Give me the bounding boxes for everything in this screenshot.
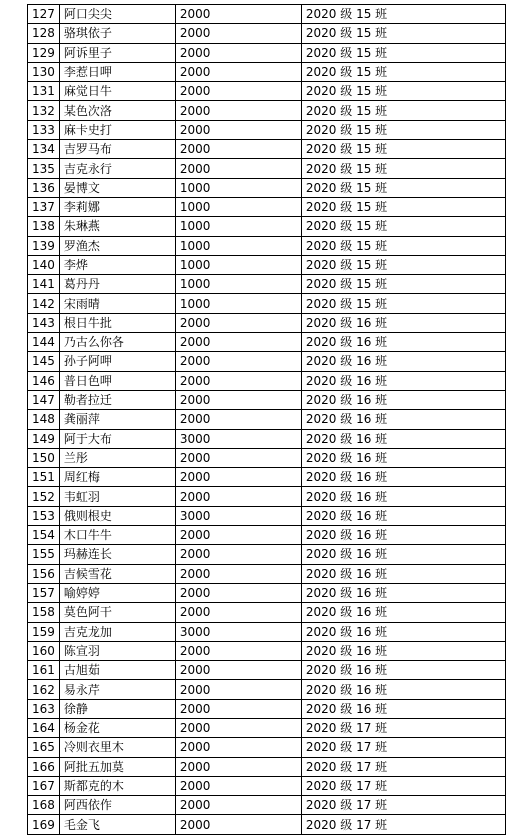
student-name-cell: 冷则衣里木 (59, 738, 175, 757)
student-name-cell: 韦虹羽 (59, 487, 175, 506)
amount-cell: 2000 (175, 333, 301, 352)
row-number-cell: 137 (28, 197, 60, 216)
class-cell: 2020 级 16 班 (301, 680, 505, 699)
row-number-cell: 151 (28, 468, 60, 487)
row-number-cell: 134 (28, 140, 60, 159)
amount-cell: 3000 (175, 429, 301, 448)
table-row (28, 352, 506, 371)
student-name-cell: 阿批五加莫 (59, 757, 175, 776)
table-row (28, 82, 506, 101)
amount-cell: 2000 (175, 410, 301, 429)
row-number-cell: 139 (28, 236, 60, 255)
amount-cell: 3000 (175, 506, 301, 525)
row-number-cell: 143 (28, 313, 60, 332)
table-row (28, 796, 506, 815)
amount-cell: 2000 (175, 815, 301, 834)
row-number-cell: 129 (28, 43, 60, 62)
table-row (28, 487, 506, 506)
student-name-cell: 喻婷婷 (59, 583, 175, 602)
row-number-cell: 153 (28, 506, 60, 525)
row-number-cell: 146 (28, 371, 60, 390)
student-name-cell: 孙子阿呷 (59, 352, 175, 371)
class-cell: 2020 级 15 班 (301, 294, 505, 313)
amount-cell: 2000 (175, 718, 301, 737)
amount-cell: 2000 (175, 487, 301, 506)
amount-cell: 2000 (175, 5, 301, 24)
row-number-cell: 159 (28, 622, 60, 641)
row-number-cell: 138 (28, 217, 60, 236)
amount-cell: 2000 (175, 24, 301, 43)
class-cell: 2020 级 17 班 (301, 776, 505, 795)
table-row (28, 140, 506, 159)
table-row (28, 255, 506, 274)
student-name-cell: 宋雨晴 (59, 294, 175, 313)
student-name-cell: 周红梅 (59, 468, 175, 487)
class-cell: 2020 级 17 班 (301, 796, 505, 815)
table-row (28, 24, 506, 43)
table-row (28, 390, 506, 409)
class-cell: 2020 级 16 班 (301, 468, 505, 487)
amount-cell: 2000 (175, 545, 301, 564)
amount-cell: 1000 (175, 255, 301, 274)
table-row (28, 738, 506, 757)
amount-cell: 2000 (175, 603, 301, 622)
class-cell: 2020 级 16 班 (301, 699, 505, 718)
row-number-cell: 168 (28, 796, 60, 815)
table-row (28, 526, 506, 545)
row-number-cell: 162 (28, 680, 60, 699)
row-number-cell: 136 (28, 178, 60, 197)
table-row (28, 43, 506, 62)
class-cell: 2020 级 16 班 (301, 410, 505, 429)
amount-cell: 2000 (175, 390, 301, 409)
table-row (28, 448, 506, 467)
amount-cell: 2000 (175, 140, 301, 159)
row-number-cell: 150 (28, 448, 60, 467)
table-row (28, 178, 506, 197)
class-cell: 2020 级 15 班 (301, 255, 505, 274)
amount-cell: 2000 (175, 352, 301, 371)
student-name-cell: 骆琪依子 (59, 24, 175, 43)
table-row (28, 622, 506, 641)
student-name-cell: 徐静 (59, 699, 175, 718)
row-number-cell: 140 (28, 255, 60, 274)
student-name-cell: 朱琳燕 (59, 217, 175, 236)
table-row (28, 371, 506, 390)
student-name-cell: 阿西依作 (59, 796, 175, 815)
amount-cell: 2000 (175, 159, 301, 178)
student-name-cell: 杨金花 (59, 718, 175, 737)
amount-cell: 1000 (175, 217, 301, 236)
class-cell: 2020 级 15 班 (301, 24, 505, 43)
class-cell: 2020 级 16 班 (301, 333, 505, 352)
amount-cell: 2000 (175, 680, 301, 699)
row-number-cell: 149 (28, 429, 60, 448)
class-cell: 2020 级 16 班 (301, 448, 505, 467)
class-cell: 2020 级 15 班 (301, 120, 505, 139)
student-name-cell: 普日色呷 (59, 371, 175, 390)
row-number-cell: 131 (28, 82, 60, 101)
table-row (28, 564, 506, 583)
class-cell: 2020 级 16 班 (301, 641, 505, 660)
class-cell: 2020 级 16 班 (301, 661, 505, 680)
class-cell: 2020 级 17 班 (301, 738, 505, 757)
amount-cell: 2000 (175, 661, 301, 680)
table-row (28, 545, 506, 564)
table-row (28, 159, 506, 178)
student-name-cell: 莫色阿干 (59, 603, 175, 622)
record-table-body (28, 5, 506, 835)
table-row (28, 62, 506, 81)
student-name-cell: 吉克永行 (59, 159, 175, 178)
row-number-cell: 155 (28, 545, 60, 564)
amount-cell: 1000 (175, 178, 301, 197)
student-name-cell: 龚丽萍 (59, 410, 175, 429)
student-name-cell: 麻卡史打 (59, 120, 175, 139)
class-cell: 2020 级 15 班 (301, 197, 505, 216)
class-cell: 2020 级 16 班 (301, 564, 505, 583)
table-row (28, 5, 506, 24)
student-name-cell: 阿于大布 (59, 429, 175, 448)
amount-cell: 2000 (175, 738, 301, 757)
student-name-cell: 李惹日呷 (59, 62, 175, 81)
student-name-cell: 李莉娜 (59, 197, 175, 216)
student-name-cell: 俄则根史 (59, 506, 175, 525)
row-number-cell: 127 (28, 5, 60, 24)
table-row (28, 680, 506, 699)
row-number-cell: 160 (28, 641, 60, 660)
student-name-cell: 晏博文 (59, 178, 175, 197)
table-row (28, 294, 506, 313)
student-name-cell: 阿口尖尖 (59, 5, 175, 24)
class-cell: 2020 级 16 班 (301, 526, 505, 545)
class-cell: 2020 级 16 班 (301, 622, 505, 641)
row-number-cell: 142 (28, 294, 60, 313)
row-number-cell: 128 (28, 24, 60, 43)
record-table (27, 4, 506, 835)
row-number-cell: 163 (28, 699, 60, 718)
class-cell: 2020 级 16 班 (301, 371, 505, 390)
class-cell: 2020 级 16 班 (301, 390, 505, 409)
student-name-cell: 玛赫连长 (59, 545, 175, 564)
class-cell: 2020 级 15 班 (301, 82, 505, 101)
amount-cell: 2000 (175, 313, 301, 332)
row-number-cell: 152 (28, 487, 60, 506)
student-name-cell: 勒者拉迁 (59, 390, 175, 409)
amount-cell: 2000 (175, 448, 301, 467)
student-name-cell: 李烨 (59, 255, 175, 274)
row-number-cell: 144 (28, 333, 60, 352)
row-number-cell: 166 (28, 757, 60, 776)
table-row (28, 468, 506, 487)
table-row (28, 661, 506, 680)
class-cell: 2020 级 15 班 (301, 217, 505, 236)
student-name-cell: 易永芹 (59, 680, 175, 699)
student-name-cell: 木口牛牛 (59, 526, 175, 545)
amount-cell: 2000 (175, 776, 301, 795)
table-row (28, 429, 506, 448)
row-number-cell: 130 (28, 62, 60, 81)
row-number-cell: 167 (28, 776, 60, 795)
table-row (28, 776, 506, 795)
row-number-cell: 145 (28, 352, 60, 371)
amount-cell: 2000 (175, 43, 301, 62)
student-name-cell: 罗渔杰 (59, 236, 175, 255)
row-number-cell: 154 (28, 526, 60, 545)
table-row (28, 217, 506, 236)
class-cell: 2020 级 15 班 (301, 275, 505, 294)
amount-cell: 2000 (175, 526, 301, 545)
table-row (28, 718, 506, 737)
class-cell: 2020 级 15 班 (301, 140, 505, 159)
table-row (28, 120, 506, 139)
amount-cell: 1000 (175, 197, 301, 216)
class-cell: 2020 级 15 班 (301, 43, 505, 62)
student-name-cell: 古旭茹 (59, 661, 175, 680)
row-number-cell: 157 (28, 583, 60, 602)
table-row (28, 641, 506, 660)
amount-cell: 2000 (175, 62, 301, 81)
row-number-cell: 147 (28, 390, 60, 409)
row-number-cell: 169 (28, 815, 60, 834)
amount-cell: 1000 (175, 236, 301, 255)
class-cell: 2020 级 16 班 (301, 313, 505, 332)
table-row (28, 506, 506, 525)
row-number-cell: 135 (28, 159, 60, 178)
amount-cell: 3000 (175, 622, 301, 641)
student-name-cell: 兰彤 (59, 448, 175, 467)
class-cell: 2020 级 16 班 (301, 506, 505, 525)
table-row (28, 333, 506, 352)
student-name-cell: 陈宣羽 (59, 641, 175, 660)
student-name-cell: 吉克龙加 (59, 622, 175, 641)
row-number-cell: 164 (28, 718, 60, 737)
row-number-cell: 141 (28, 275, 60, 294)
table-row (28, 275, 506, 294)
table-row (28, 583, 506, 602)
class-cell: 2020 级 15 班 (301, 5, 505, 24)
amount-cell: 1000 (175, 275, 301, 294)
student-name-cell: 根日牛批 (59, 313, 175, 332)
amount-cell: 2000 (175, 641, 301, 660)
amount-cell: 2000 (175, 371, 301, 390)
class-cell: 2020 级 15 班 (301, 178, 505, 197)
row-number-cell: 148 (28, 410, 60, 429)
row-number-cell: 165 (28, 738, 60, 757)
student-name-cell: 阿诉里子 (59, 43, 175, 62)
table-row (28, 313, 506, 332)
row-number-cell: 161 (28, 661, 60, 680)
student-name-cell: 某色次洛 (59, 101, 175, 120)
amount-cell: 2000 (175, 82, 301, 101)
amount-cell: 2000 (175, 699, 301, 718)
amount-cell: 2000 (175, 120, 301, 139)
table-row (28, 757, 506, 776)
class-cell: 2020 级 15 班 (301, 62, 505, 81)
table-row (28, 236, 506, 255)
student-name-cell: 乃古么你各 (59, 333, 175, 352)
amount-cell: 2000 (175, 101, 301, 120)
student-name-cell: 吉候雪花 (59, 564, 175, 583)
class-cell: 2020 级 16 班 (301, 352, 505, 371)
amount-cell: 2000 (175, 757, 301, 776)
class-cell: 2020 级 16 班 (301, 583, 505, 602)
student-name-cell: 斯都克的木 (59, 776, 175, 795)
amount-cell: 2000 (175, 564, 301, 583)
class-cell: 2020 级 17 班 (301, 815, 505, 834)
class-cell: 2020 级 17 班 (301, 718, 505, 737)
class-cell: 2020 级 16 班 (301, 487, 505, 506)
amount-cell: 2000 (175, 583, 301, 602)
student-name-cell: 麻觉日牛 (59, 82, 175, 101)
row-number-cell: 132 (28, 101, 60, 120)
amount-cell: 2000 (175, 796, 301, 815)
student-name-cell: 吉罗马布 (59, 140, 175, 159)
table-row (28, 815, 506, 834)
table-row (28, 197, 506, 216)
student-name-cell: 葛丹丹 (59, 275, 175, 294)
class-cell: 2020 级 15 班 (301, 236, 505, 255)
amount-cell: 2000 (175, 468, 301, 487)
class-cell: 2020 级 16 班 (301, 603, 505, 622)
class-cell: 2020 级 15 班 (301, 101, 505, 120)
class-cell: 2020 级 15 班 (301, 159, 505, 178)
class-cell: 2020 级 16 班 (301, 545, 505, 564)
table-row (28, 699, 506, 718)
row-number-cell: 158 (28, 603, 60, 622)
amount-cell: 1000 (175, 294, 301, 313)
row-number-cell: 133 (28, 120, 60, 139)
student-name-cell: 毛金飞 (59, 815, 175, 834)
table-row (28, 603, 506, 622)
class-cell: 2020 级 16 班 (301, 429, 505, 448)
row-number-cell: 156 (28, 564, 60, 583)
table-row (28, 410, 506, 429)
class-cell: 2020 级 17 班 (301, 757, 505, 776)
table-row (28, 101, 506, 120)
